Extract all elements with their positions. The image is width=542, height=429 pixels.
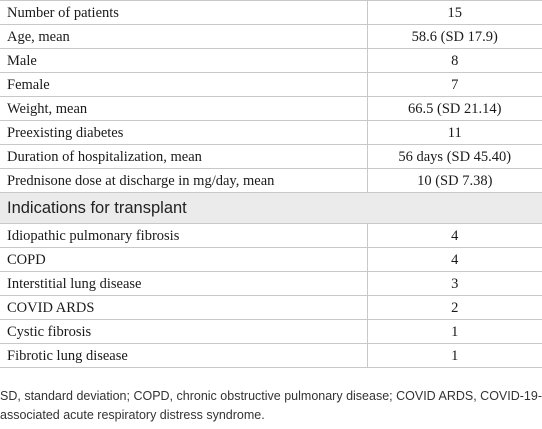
table-row [0, 25, 542, 49]
table-row [0, 49, 542, 73]
row-label: Preexisting diabetes [0, 121, 367, 145]
indication-label: COPD [0, 248, 367, 272]
table-row [0, 121, 542, 145]
section-title: Indications for transplant [0, 193, 542, 224]
table-row [0, 296, 542, 320]
table-row [0, 97, 542, 121]
indication-count: 2 [367, 296, 542, 320]
indication-label: Interstitial lung disease [0, 272, 367, 296]
section-header-row [0, 193, 542, 224]
table-row [0, 344, 542, 368]
row-label: Male [0, 49, 367, 73]
indication-count: 1 [367, 344, 542, 368]
row-value: 66.5 (SD 21.14) [367, 97, 542, 121]
indication-label: COVID ARDS [0, 296, 367, 320]
row-label: Age, mean [0, 25, 367, 49]
indication-label: Fibrotic lung disease [0, 344, 367, 368]
row-value: 7 [367, 73, 542, 97]
indication-label: Cystic fibrosis [0, 320, 367, 344]
table-row [0, 169, 542, 193]
row-label: Prednisone dose at discharge in mg/day, mean [0, 169, 367, 193]
indication-count: 3 [367, 272, 542, 296]
row-value: 8 [367, 49, 542, 73]
row-value: 58.6 (SD 17.9) [367, 25, 542, 49]
indication-count: 4 [367, 248, 542, 272]
row-value: 10 (SD 7.38) [367, 169, 542, 193]
table-footnote: SD, standard deviation; COPD, chronic obstructive pulmonary disease; COVID ARDS, COVID-19-associated acute respiratory distress syndrome. [0, 389, 542, 422]
table-row [0, 248, 542, 272]
row-value: 56 days (SD 45.40) [367, 145, 542, 169]
table-row [0, 272, 542, 296]
row-label: Weight, mean [0, 97, 367, 121]
table-row [0, 224, 542, 248]
indication-count: 4 [367, 224, 542, 248]
row-value: 11 [367, 121, 542, 145]
row-label: Number of patients [0, 1, 367, 25]
table-row [0, 320, 542, 344]
row-label: Duration of hospitalization, mean [0, 145, 367, 169]
table-row [0, 145, 542, 169]
indication-count: 1 [367, 320, 542, 344]
table-row [0, 73, 542, 97]
indication-label: Idiopathic pulmonary fibrosis [0, 224, 367, 248]
row-value: 15 [367, 1, 542, 25]
table-row [0, 1, 542, 25]
row-label: Female [0, 73, 367, 97]
